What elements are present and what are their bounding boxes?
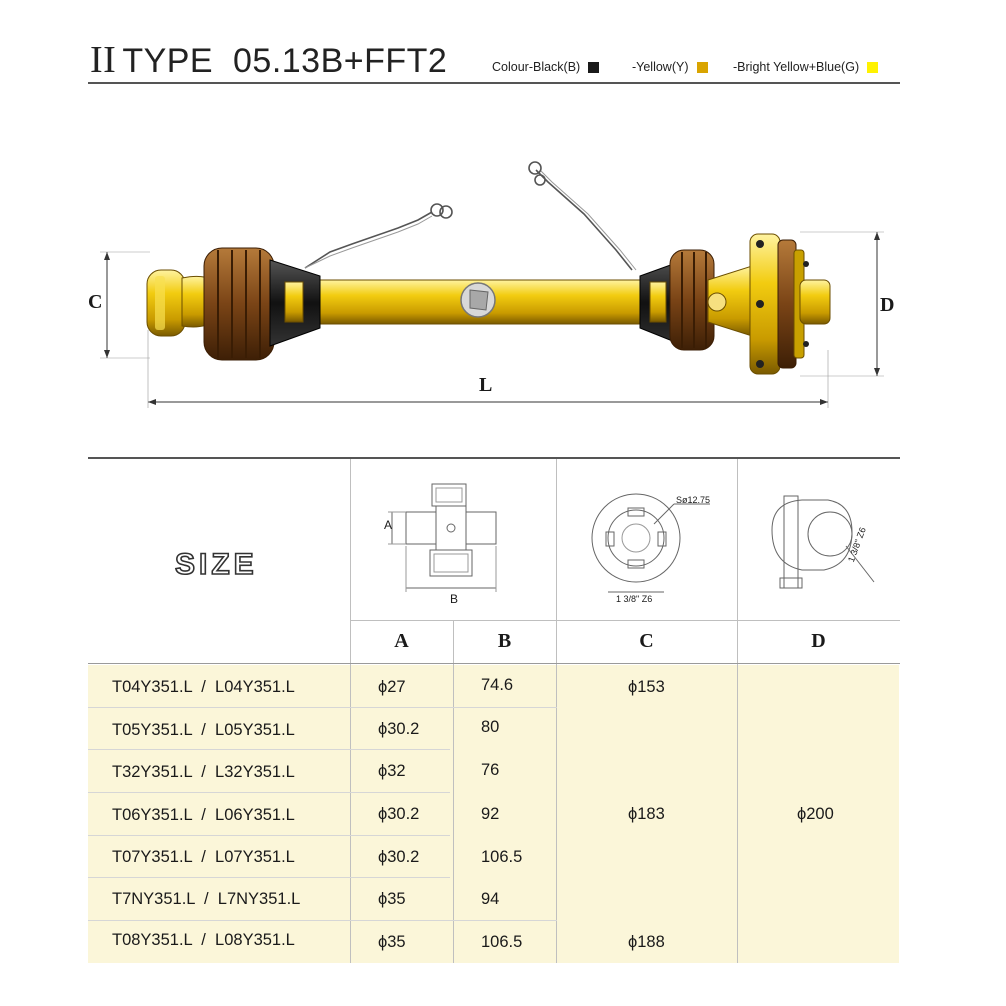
b-cell: 106.5 bbox=[481, 848, 523, 866]
table-top-rule bbox=[88, 457, 900, 459]
clamp-yoke-diagram bbox=[762, 490, 882, 600]
model-cell: T04Y351.L / L04Y351.L bbox=[112, 678, 295, 696]
b-cell: 80 bbox=[481, 718, 500, 736]
bright-yellow-swatch-icon bbox=[867, 62, 878, 73]
icon-d-spec: 1 3/8" Z6 bbox=[846, 525, 868, 564]
b-cell: 106.5 bbox=[481, 933, 523, 951]
safety-chain-left bbox=[305, 204, 452, 268]
model-cell: T08Y351.L / L08Y351.L bbox=[112, 931, 295, 949]
legend-black bbox=[492, 60, 599, 74]
header-a: A bbox=[394, 630, 409, 652]
type-roman-numeral: II bbox=[90, 39, 117, 81]
a-cell: ϕ30.2 bbox=[378, 848, 420, 866]
col-divider-c bbox=[556, 459, 557, 963]
row-rule-3 bbox=[88, 792, 450, 793]
model-cell: T32Y351.L / L32Y351.L bbox=[112, 763, 295, 781]
legend-bright-yellow bbox=[733, 60, 878, 74]
header-d: D bbox=[811, 630, 826, 652]
a-cell: ϕ30.2 bbox=[378, 720, 420, 738]
c-value-cell: ϕ183 bbox=[628, 805, 665, 823]
icon-a-label: A bbox=[384, 518, 393, 532]
black-swatch-icon bbox=[588, 62, 599, 73]
page-title bbox=[90, 38, 447, 82]
type-title: TYPE 05.13B+FFT2 bbox=[122, 42, 448, 80]
row-rule-5 bbox=[88, 877, 450, 878]
d-value-cell: ϕ200 bbox=[797, 805, 834, 823]
icon-b-label: B bbox=[450, 592, 459, 606]
model-cell: T7NY351.L / L7NY351.L bbox=[112, 890, 301, 908]
header-bottom-rule bbox=[88, 663, 900, 664]
right-yoke-clutch bbox=[708, 234, 830, 374]
row-rule-4 bbox=[88, 835, 450, 836]
b-cell: 74.6 bbox=[481, 676, 514, 694]
model-cell: T05Y351.L / L05Y351.L bbox=[112, 721, 295, 739]
dim-d-label: D bbox=[880, 294, 895, 316]
row-rule-2 bbox=[88, 749, 450, 750]
yellow-swatch-icon bbox=[697, 62, 708, 73]
dimension-c bbox=[100, 252, 150, 358]
left-guard-cone bbox=[204, 248, 320, 360]
a-cell: ϕ27 bbox=[378, 678, 406, 696]
header-b: B bbox=[497, 630, 512, 652]
header-rule bbox=[88, 82, 900, 84]
col-divider-d bbox=[737, 459, 738, 963]
legend-bright-label: -Bright Yellow+Blue(G) bbox=[733, 60, 860, 74]
safety-chain-right bbox=[529, 162, 636, 270]
col-divider-a bbox=[350, 459, 351, 963]
b-cell: 92 bbox=[481, 805, 500, 823]
dim-l-label: L bbox=[479, 374, 493, 396]
a-cell: ϕ35 bbox=[378, 933, 406, 951]
legend-yellow bbox=[632, 60, 708, 74]
icon-c-spec-1: Sø12.75 bbox=[676, 495, 711, 505]
icon-c-spec-2: 1 3/8" Z6 bbox=[616, 594, 653, 604]
size-heading: SIZE bbox=[175, 548, 258, 581]
legend-black-label: Colour-Black(B) bbox=[492, 60, 581, 74]
b-cell: 94 bbox=[481, 890, 500, 908]
b-cell: 76 bbox=[481, 761, 500, 779]
header-row-rule bbox=[350, 620, 900, 621]
pto-shaft-drawing bbox=[0, 140, 1006, 420]
row-rule-6 bbox=[88, 920, 557, 921]
cross-journal-diagram bbox=[370, 476, 520, 606]
model-cell: T06Y351.L / L06Y351.L bbox=[112, 806, 295, 824]
a-cell: ϕ35 bbox=[378, 890, 406, 908]
legend-yellow-label: -Yellow(Y) bbox=[632, 60, 689, 74]
c-value-cell: ϕ153 bbox=[628, 678, 665, 696]
model-cell: T07Y351.L / L07Y351.L bbox=[112, 848, 295, 866]
a-cell: ϕ32 bbox=[378, 762, 406, 780]
row-rule-1 bbox=[88, 707, 557, 708]
a-cell: ϕ30.2 bbox=[378, 805, 420, 823]
header-c: C bbox=[639, 630, 654, 652]
col-divider-b bbox=[453, 620, 454, 963]
right-guard-cone bbox=[640, 250, 714, 350]
c-value-cell: ϕ188 bbox=[628, 933, 665, 951]
dim-c-label: C bbox=[88, 291, 103, 313]
